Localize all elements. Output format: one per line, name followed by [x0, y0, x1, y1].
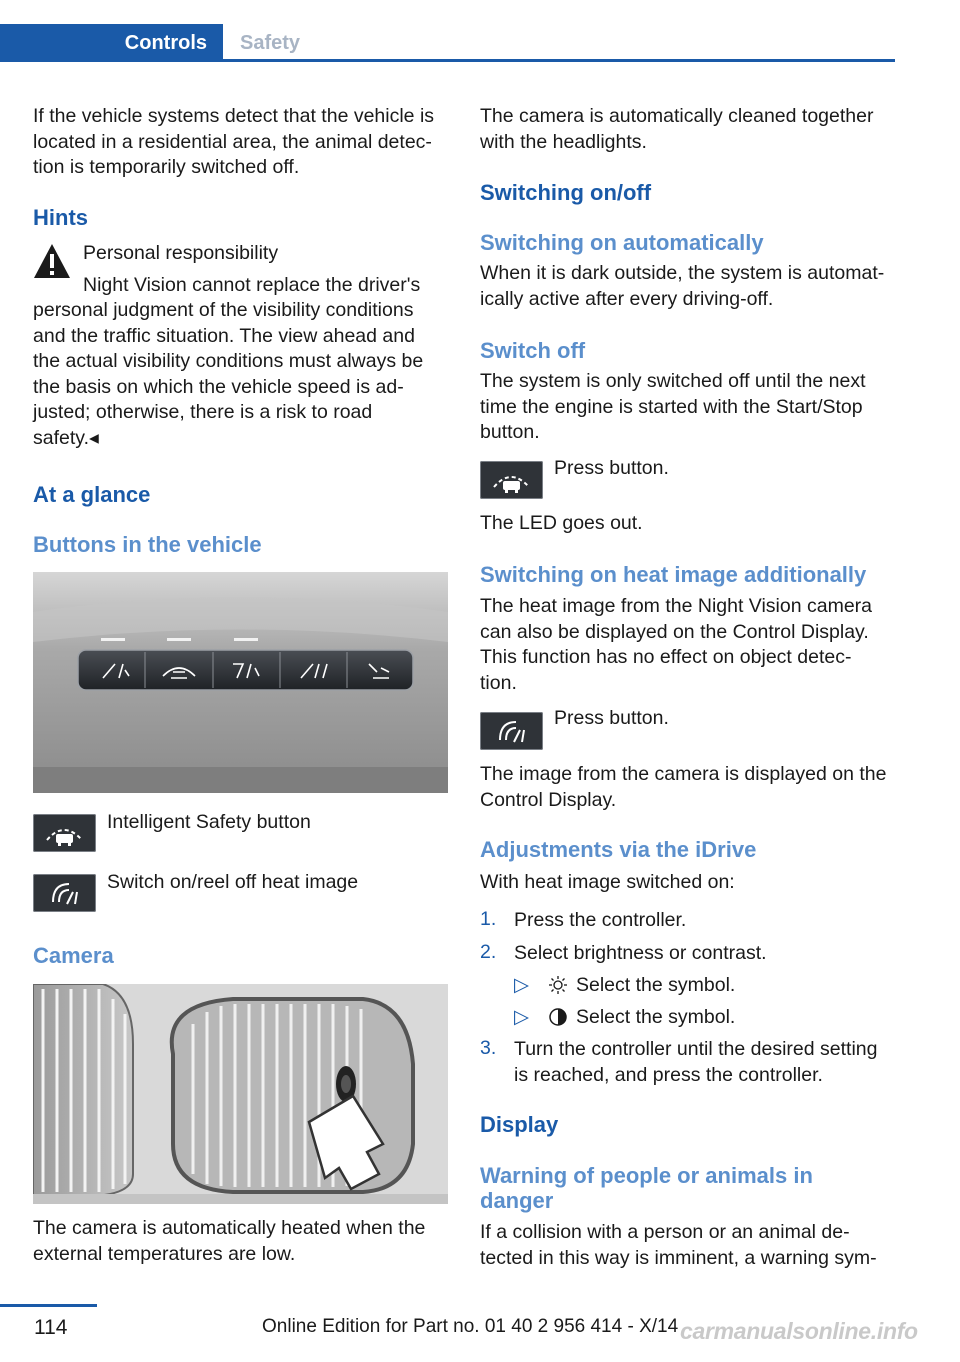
warning-triangle-icon [33, 243, 71, 279]
heat-image-button-icon [480, 712, 543, 750]
text-line: safety.◂ [33, 426, 99, 449]
step-number: 2. [480, 941, 497, 963]
brightness-icon [548, 975, 568, 995]
text-line: button. [480, 421, 540, 443]
watermark: carmanualsonline.info [680, 1318, 918, 1344]
text-line: The heat image from the Night Vision camera [480, 595, 872, 617]
idrive-heading: Adjustments via the iDrive [480, 837, 757, 862]
heading-line: danger [480, 1188, 554, 1213]
warning-line: Night Vision cannot replace the driver's [83, 274, 421, 296]
step-text: is reached, and press the controller. [514, 1064, 823, 1086]
text-line: The image from the camera is displayed on the [480, 763, 887, 785]
text-line: external temperatures are low. [33, 1242, 296, 1265]
step-text: Press the controller. [514, 909, 687, 931]
at-a-glance-heading: At a glance [33, 482, 151, 507]
heat-image-heading: Switching on heat image additionally [480, 562, 867, 587]
edition-text: Online Edition for Part no. 01 40 2 956 414 - X/14 [262, 1316, 679, 1337]
image-displayed-paragraph [480, 762, 900, 813]
text-line: If the vehicle systems detect that the vehicle is [33, 105, 435, 127]
switching-on-automatically-heading: Switching on automatically [480, 230, 764, 255]
warning-title: Personal responsibility [83, 242, 279, 264]
text-line: The camera is automatically cleaned together [480, 105, 874, 127]
switch-off-heading: Switch off [480, 338, 586, 363]
button-panel-photo [33, 572, 448, 793]
auto-paragraph [480, 261, 900, 312]
step-text: Select brightness or contrast. [514, 942, 767, 964]
header-bar [0, 24, 895, 62]
text-line: the basis on which the vehicle speed is ad- [33, 375, 404, 398]
idrive-intro: With heat image switched on: [480, 871, 735, 893]
text-line: tion is temporarily switched off. [33, 156, 300, 178]
residential-paragraph [33, 104, 453, 181]
text-line: the actual visibility conditions must always be [33, 350, 424, 372]
text-line: can also be displayed on the Control Display. [480, 620, 869, 643]
text-line: tion. [480, 671, 517, 694]
sub-bullet: ▷ [514, 1006, 529, 1028]
warning-people-paragraph [480, 1220, 900, 1271]
text-line: justed; otherwise, there is a risk to road [33, 401, 373, 423]
text-line: Control Display. [480, 788, 617, 811]
warning-people-heading [480, 1162, 900, 1214]
text-line: The camera is automatically heated when the [33, 1217, 426, 1239]
led-goes-out-text: The LED goes out. [480, 512, 643, 534]
heading-line: Warning of people or animals in [480, 1163, 813, 1188]
cleaned-paragraph [480, 104, 900, 155]
contrast-icon [548, 1007, 568, 1027]
heat-image-paragraph [480, 594, 900, 696]
press-button-label: Press button. [554, 707, 669, 729]
text-line: time the engine is started with the Start/Stop [480, 395, 863, 418]
legend-heat-label: Switch on/reel off heat image [107, 871, 359, 893]
text-line: ically active after every driving-off. [480, 287, 774, 310]
tab-controls[interactable]: Controls [0, 24, 223, 62]
text-line: If a collision with a person or an animal de- [480, 1221, 850, 1243]
text-line: When it is dark outside, the system is automat- [480, 262, 885, 284]
text-line: located in a residential area, the animal detec- [33, 130, 432, 153]
step-number: 1. [480, 908, 497, 930]
switching-on-off-heading: Switching on/off [480, 180, 652, 205]
text-line: This function has no effect on object detec- [480, 646, 852, 668]
text-line: The system is only switched off until the next [480, 370, 866, 392]
page-number: 114 [34, 1316, 68, 1339]
heat-image-button-icon [33, 874, 96, 912]
legend-safety-label: Intelligent Safety button [107, 811, 311, 833]
text-line: with the headlights. [480, 130, 647, 153]
step-number: 3. [480, 1037, 497, 1059]
sub-step-text: Select the symbol. [576, 974, 736, 996]
text-line: and the traffic situation. The view ahead and [33, 324, 415, 347]
text-line: tected in this way is imminent, a warning sym- [480, 1246, 877, 1269]
tab-safety[interactable]: Safety [240, 31, 301, 54]
press-button-label: Press button. [554, 457, 669, 479]
display-heading: Display [480, 1112, 559, 1137]
camera-heat-paragraph [33, 1216, 453, 1267]
text-line: personal judgment of the visibility conditions [33, 299, 414, 321]
intelligent-safety-button-icon [480, 461, 543, 499]
switch-off-paragraph [480, 369, 900, 446]
sub-step-text: Select the symbol. [576, 1006, 736, 1028]
camera-grille-photo [33, 984, 448, 1204]
step-text: Turn the controller until the desired setting [514, 1038, 878, 1060]
footer-rule [0, 1304, 97, 1307]
warning-body [33, 298, 453, 451]
buttons-in-vehicle-heading: Buttons in the vehicle [33, 532, 262, 557]
sub-bullet: ▷ [514, 974, 529, 996]
camera-heading: Camera [33, 943, 114, 968]
intelligent-safety-button-icon [33, 814, 96, 852]
header-rule [0, 59, 895, 62]
hints-heading: Hints [33, 205, 88, 230]
